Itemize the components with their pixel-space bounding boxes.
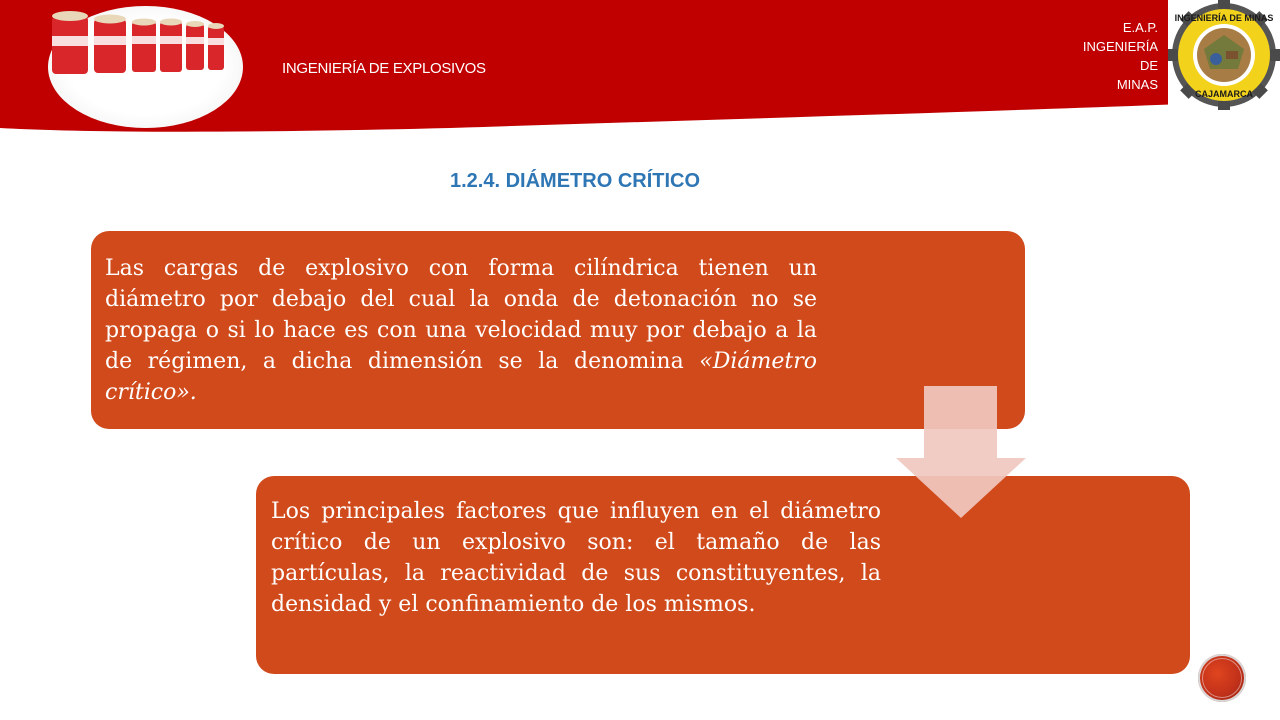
- mining-gear-logo-icon: [1168, 0, 1280, 110]
- definition-box: [91, 231, 1025, 429]
- school-label: [1038, 18, 1158, 94]
- definition-text: [105, 253, 817, 408]
- svg-text:INGENIERÍA DE MINAS: INGENIERÍA DE MINAS: [1174, 13, 1274, 23]
- explosive-cans-image: [48, 6, 228, 86]
- school-logo: [1168, 0, 1280, 110]
- section-heading: 1.2.4. DIÁMETRO CRÍTICO: [450, 170, 701, 192]
- school-label-line: E.A.P.: [1122, 20, 1158, 35]
- factors-box: [256, 476, 1190, 674]
- factors-text: Los principales factores que influyen en el diámetro crítico de un explosivo son: el tamaño de las partículas, la reactividad de sus constituyentes, la densidad y el confinamiento de los mismos.: [271, 499, 881, 617]
- school-label-line: DE: [1139, 58, 1158, 73]
- slide-header: [0, 0, 1280, 140]
- down-arrow-icon: [894, 386, 1028, 520]
- course-title: INGENIERÍA DE EXPLOSIVOS: [282, 60, 486, 77]
- product-image: [48, 6, 243, 128]
- school-label-line: MINAS: [1116, 77, 1158, 92]
- svg-text:CAJAMARCA: CAJAMARCA: [1195, 89, 1253, 99]
- definition-text-main: Las cargas de explosivo con forma cilíndrica tienen un diámetro por debajo del cual la onda de detonación no se propaga o si lo hace es con una velocidad muy por debajo a la de régimen, a dicha dimensión se la denomina: [105, 256, 817, 374]
- next-slide-button[interactable]: [1198, 654, 1246, 702]
- school-label-line: INGENIERÍA: [1082, 39, 1158, 54]
- definition-term: «Diámetro crítico».: [105, 349, 817, 405]
